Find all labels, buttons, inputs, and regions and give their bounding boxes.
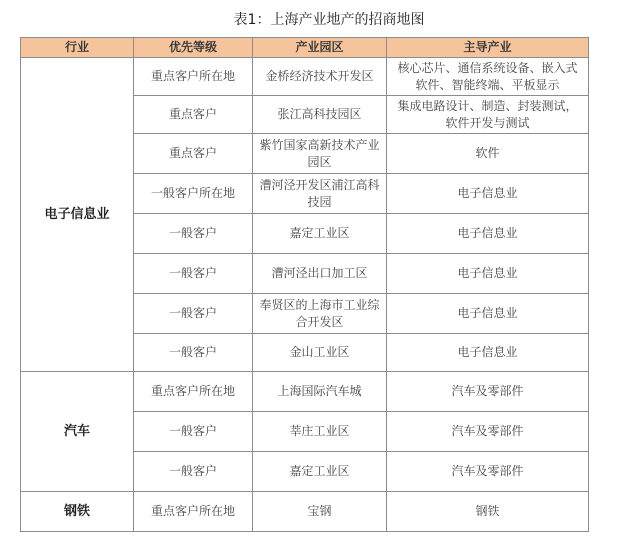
table-row xyxy=(21,372,589,412)
table-header-row xyxy=(21,38,589,58)
header-lead-industry: 主导产业 xyxy=(387,38,589,58)
park-cell: 上海国际汽车城 xyxy=(253,372,387,412)
header-park: 产业园区 xyxy=(253,38,387,58)
park-cell: 嘉定工业区 xyxy=(253,452,387,492)
lead-industry-cell: 电子信息业 xyxy=(387,214,589,254)
industry-cell: 汽车 xyxy=(21,372,134,492)
priority-cell: 重点客户 xyxy=(134,96,253,134)
priority-cell: 一般客户所在地 xyxy=(134,174,253,214)
header-priority: 优先等级 xyxy=(134,38,253,58)
lead-industry-cell: 核心芯片、通信系统设备、嵌入式软件、智能终端、平板显示 xyxy=(387,58,589,96)
priority-cell: 重点客户所在地 xyxy=(134,58,253,96)
park-cell: 漕河泾出口加工区 xyxy=(253,254,387,294)
park-cell: 奉贤区的上海市工业综合开发区 xyxy=(253,294,387,334)
lead-industry-cell: 软件 xyxy=(387,134,589,174)
priority-cell: 一般客户 xyxy=(134,214,253,254)
priority-cell: 一般客户 xyxy=(134,452,253,492)
park-cell: 嘉定工业区 xyxy=(253,214,387,254)
lead-industry-cell: 汽车及零部件 xyxy=(387,412,589,452)
lead-industry-cell: 电子信息业 xyxy=(387,254,589,294)
priority-cell: 一般客户 xyxy=(134,254,253,294)
lead-industry-cell: 钢铁 xyxy=(387,492,589,532)
priority-cell: 重点客户所在地 xyxy=(134,492,253,532)
lead-industry-cell: 电子信息业 xyxy=(387,334,589,372)
priority-cell: 一般客户 xyxy=(134,294,253,334)
crop-edge xyxy=(0,538,618,545)
lead-industry-cell: 汽车及零部件 xyxy=(387,452,589,492)
lead-industry-cell: 电子信息业 xyxy=(387,174,589,214)
lead-industry-cell: 汽车及零部件 xyxy=(387,372,589,412)
park-cell: 张江高科技园区 xyxy=(253,96,387,134)
park-cell: 莘庄工业区 xyxy=(253,412,387,452)
park-cell: 宝钢 xyxy=(253,492,387,532)
priority-cell: 一般客户 xyxy=(134,334,253,372)
table-caption: 表1：上海产业地产的招商地图 xyxy=(233,12,425,28)
priority-cell: 重点客户所在地 xyxy=(134,372,253,412)
table-row xyxy=(21,58,589,96)
park-cell: 金桥经济技术开发区 xyxy=(253,58,387,96)
industry-cell: 钢铁 xyxy=(21,492,134,532)
header-industry: 行业 xyxy=(21,38,134,58)
priority-cell: 一般客户 xyxy=(134,412,253,452)
priority-cell: 重点客户 xyxy=(134,134,253,174)
table-row xyxy=(21,492,589,532)
park-cell: 紫竹国家高新技术产业园区 xyxy=(253,134,387,174)
lead-industry-cell: 集成电路设计、制造、封装测试，软件开发与测试 xyxy=(387,96,589,134)
lead-industry-cell: 电子信息业 xyxy=(387,294,589,334)
park-cell: 漕河泾开发区浦江高科技园 xyxy=(253,174,387,214)
investment-map-table xyxy=(20,37,589,532)
industry-cell: 电子信息业 xyxy=(21,58,134,372)
park-cell: 金山工业区 xyxy=(253,334,387,372)
